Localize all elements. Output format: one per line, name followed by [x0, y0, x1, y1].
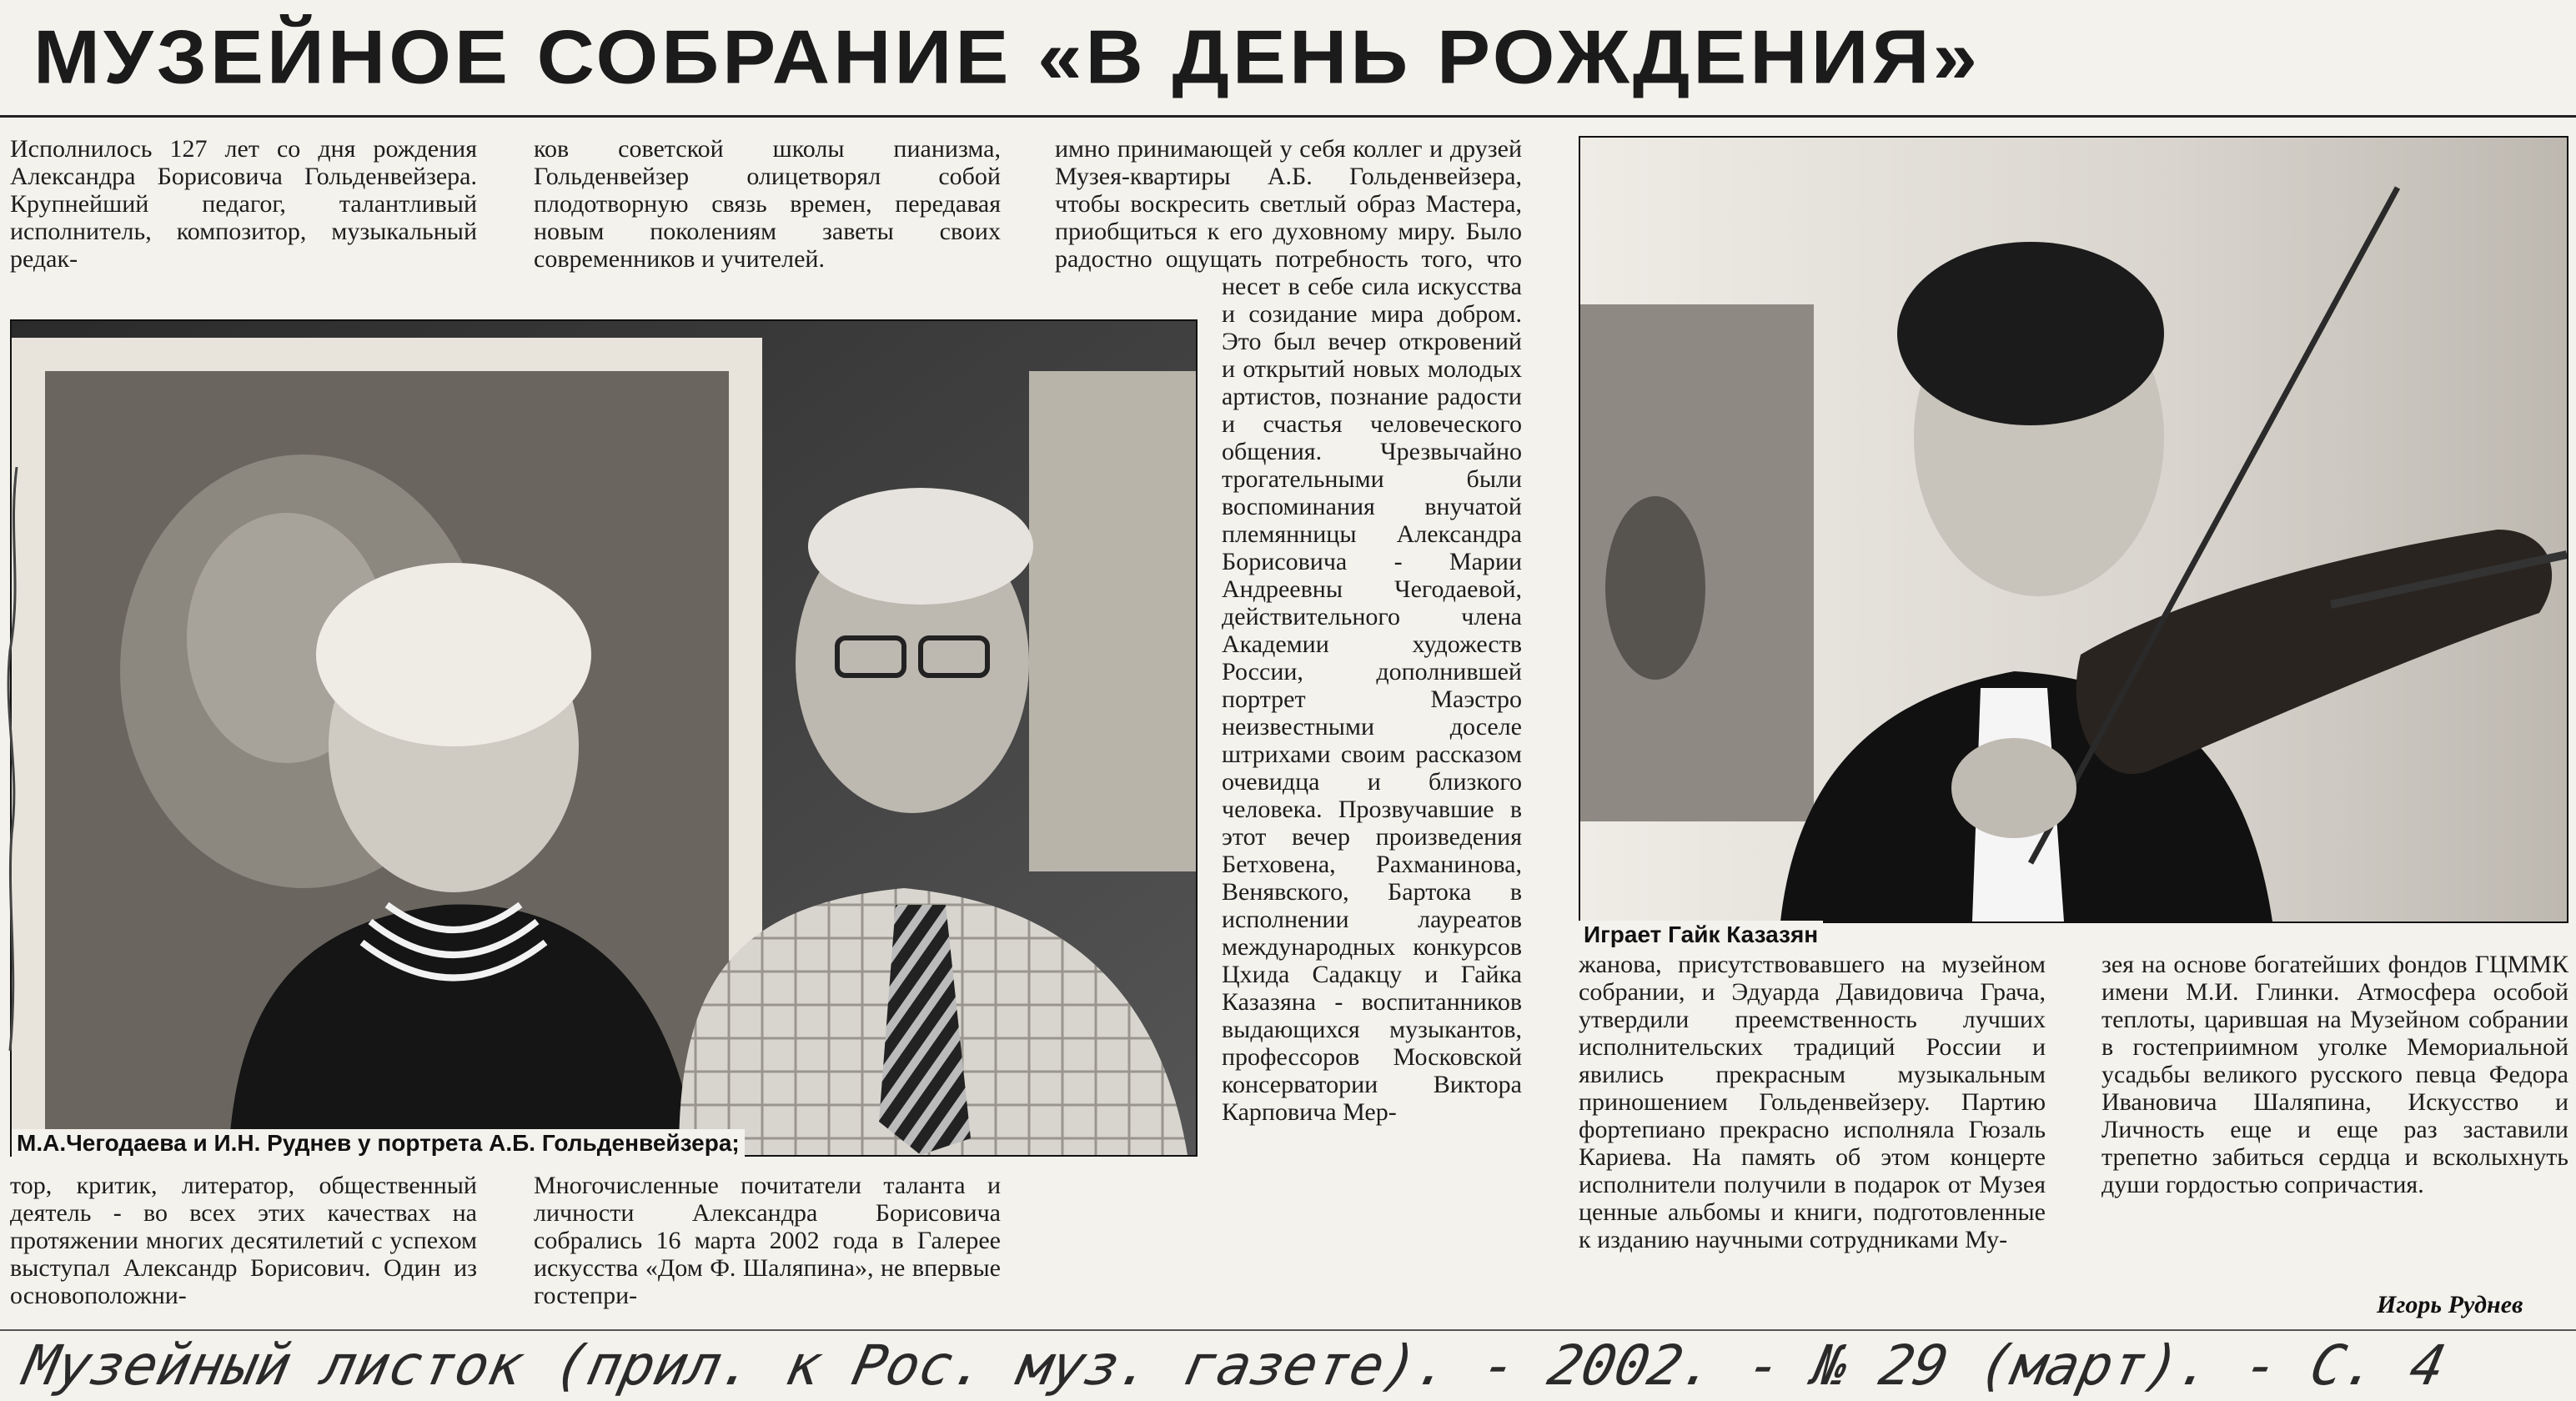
article-col1-top [10, 135, 477, 273]
article-col5-bottom [2101, 951, 2568, 1198]
article-col3-text: имно принимающей у себя коллег и друзей Музея-квартиры А.Б. Гольденвейзера, чтобы воскресить светлый образ Мастера, приобщиться к его духовному миру. Было радостно ощущать потребность того, что несет в себе сила искусства и созидание мира добром. Это был вечер откровений и открытий новых молодых артистов, познание радости и счастья человеческого общения. Чрезвычайно трогательными были воспоминания внучатой племянницы Александра Борисовича - Марии Андреевны Чегодаевой, действительного члена Академии художеств России, дополнившей портрет Маэстро неизвестными доселе штрихами своим рассказом очевидца и близкого человека. Прозвучавшие в этот вечер произведения Бетховена, Рахманинова, Венявского, Бартока в исполнении лауреатов международных конкурсов Цхида Садакцу и Гайка Казазяна - воспитанников выдающихся музыкантов, профессоров Московской консерватории Виктора Карповича Мер- [1055, 135, 1522, 1126]
article-col1-bottom-text: тор, критик, литератор, общественный деятель - во всех этих качествах на протяжении многих десятилетий с успехом выступал Александр Борисович. Один из основоположни- [10, 1172, 477, 1309]
headline: МУЗЕЙНОЕ СОБРАНИЕ «В ДЕНЬ РОЖДЕНИЯ» [33, 14, 1981, 100]
left-photo-caption: М.А.Чегодаева и И.Н. Руднев у портрета А.Б. Гольденвейзера; [12, 1129, 745, 1157]
article-col1-bottom [10, 1172, 477, 1309]
article-col2-top [534, 135, 1001, 273]
handwritten-source-note: Музейный листок (прил. к Рос. муз. газете). - 2002. - № 29 (март). - С. 4 [18, 1333, 2451, 1398]
bottom-rule [0, 1329, 2576, 1331]
author-signature: Игорь Руднев [2377, 1291, 2523, 1318]
article-col5-bottom-text: зея на основе богатейших фондов ГЦММК имени М.И. Глинки. Атмосфера особой теплоты, царившая на Музейном собрании в гостеприимном уголке Мемориальной усадьбы великого русского певца Федора Ивановича Шаляпина, Искусство и Личность еще и еще раз заставили трепетно забиться сердца и всколыхнуть души гордостью сопричастия. [2101, 951, 2568, 1198]
right-photo-caption: Играет Гайк Казазян [1579, 921, 1823, 949]
photo-violinist-image [1580, 138, 2567, 921]
article-col4-bottom-text: жанова, присутствовавшего на музейном собрании, и Эдуарда Давидовича Грача, утвердили преемственность лучших исполнительских традиций России и явились прекрасным музыкальным приношением Гольденвейзеру. Партию фортепиано прекрасно исполняла Гюзаль Кариева. На память об этом концерте исполнители получили в подарок от Музея ценные альбомы и книги, подготовленные к изданию научными сотрудниками Му- [1579, 951, 2046, 1253]
photo-violinist [1579, 136, 2568, 923]
article-col2-top-text: ков советской школы пианизма, Гольденвейзер олицетворял собой плодотворную связь времен, передавая новым поколениям заветы своих современников и учителей. [534, 135, 1001, 273]
article-col4-bottom [1579, 951, 2046, 1253]
article-col2-bottom-text: Многочисленные почитатели таланта и личности Александра Борисовича собрались 16 марта 2002 года в Галерее искусства «Дом Ф. Шаляпина», не впервые гостепри- [534, 1172, 1001, 1309]
article-col1-top-text: Исполнилось 127 лет со дня рождения Александра Борисовича Гольденвейзера. Крупнейший педагог, талантливый исполнитель, композитор, музыкальный редак- [10, 135, 477, 273]
photo-chegodaeva-rudnev [10, 319, 1198, 1157]
headline-rule [0, 115, 2576, 118]
margin-pencil-marks [0, 467, 28, 1051]
article-col2-bottom [534, 1172, 1001, 1309]
photo-portrait-scene-image [12, 321, 1196, 1155]
